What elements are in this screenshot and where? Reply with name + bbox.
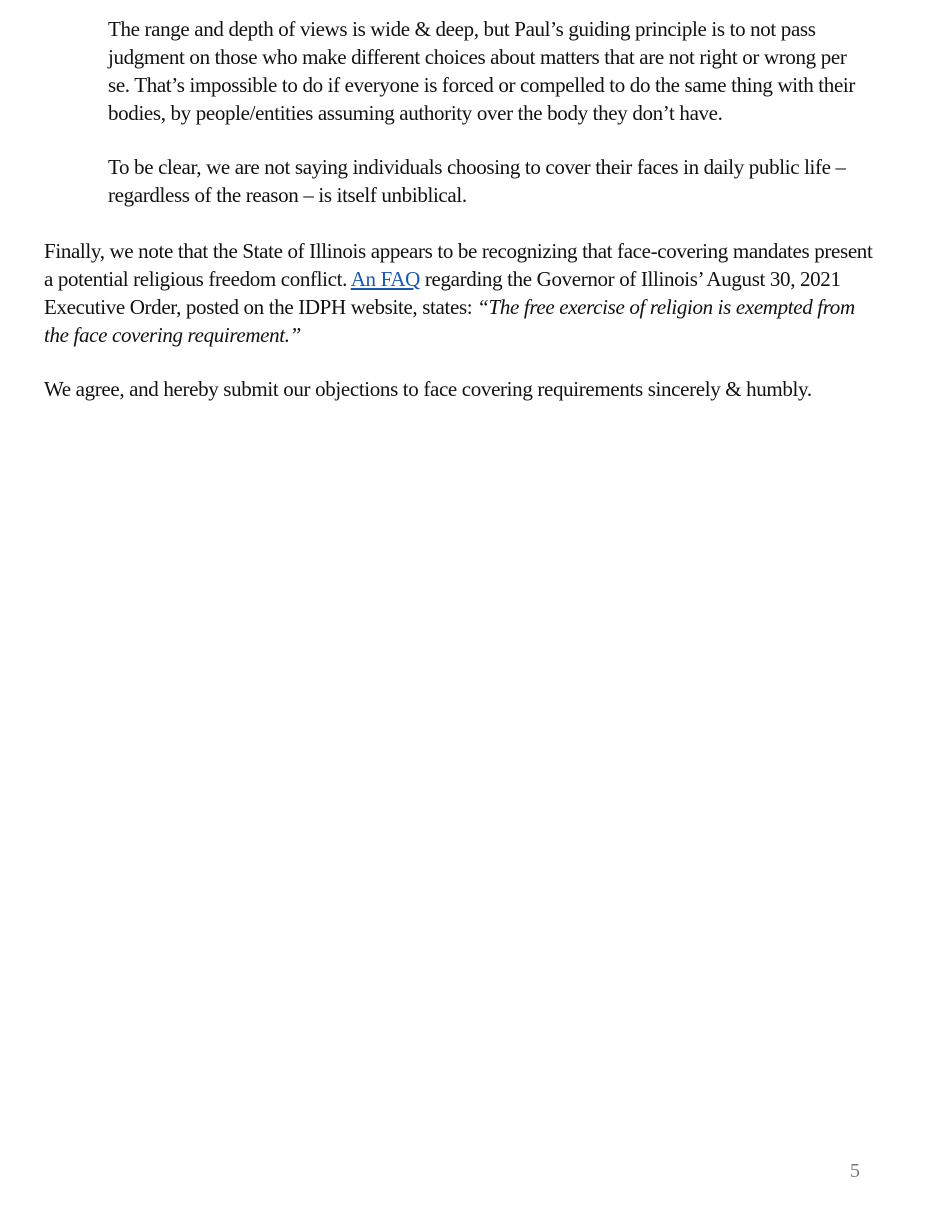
exemption-quote: “The free exercise of religion is exempted from the face covering requirement.”	[44, 295, 860, 347]
page-number: 5	[850, 1160, 860, 1182]
indented-paragraph-views: The range and depth of views is wide & deep, but Paul’s guiding principle is to not pass judgment on those who make different choices about matters that are not right or wrong per se. That’s impossible to do if everyone is forced or compelled to do the same thing with their bodies, by people/entities assuming authority over the body they don’t have.	[108, 17, 860, 125]
paragraph-text-before-link: Finally, we note that the State of Illinois appears to be recognizing that face-covering mandates present a potential religious freedom conflict.	[44, 239, 878, 291]
faq-link[interactable]: An FAQ	[350, 267, 421, 291]
indented-paragraph-clarification: To be clear, we are not saying individuals choosing to cover their faces in daily public life – regardless of the reason – is itself unbiblical.	[108, 155, 851, 207]
paragraph-text-after-link: regarding the Governor of Illinois’ August 30, 2021 Executive Order, posted on the IDPH website, states:	[44, 267, 846, 319]
paragraph-conclusion: We agree, and hereby submit our objections to face covering requirements sincerely & humbly.	[44, 377, 812, 401]
paragraph-illinois-exemption	[44, 237, 878, 349]
